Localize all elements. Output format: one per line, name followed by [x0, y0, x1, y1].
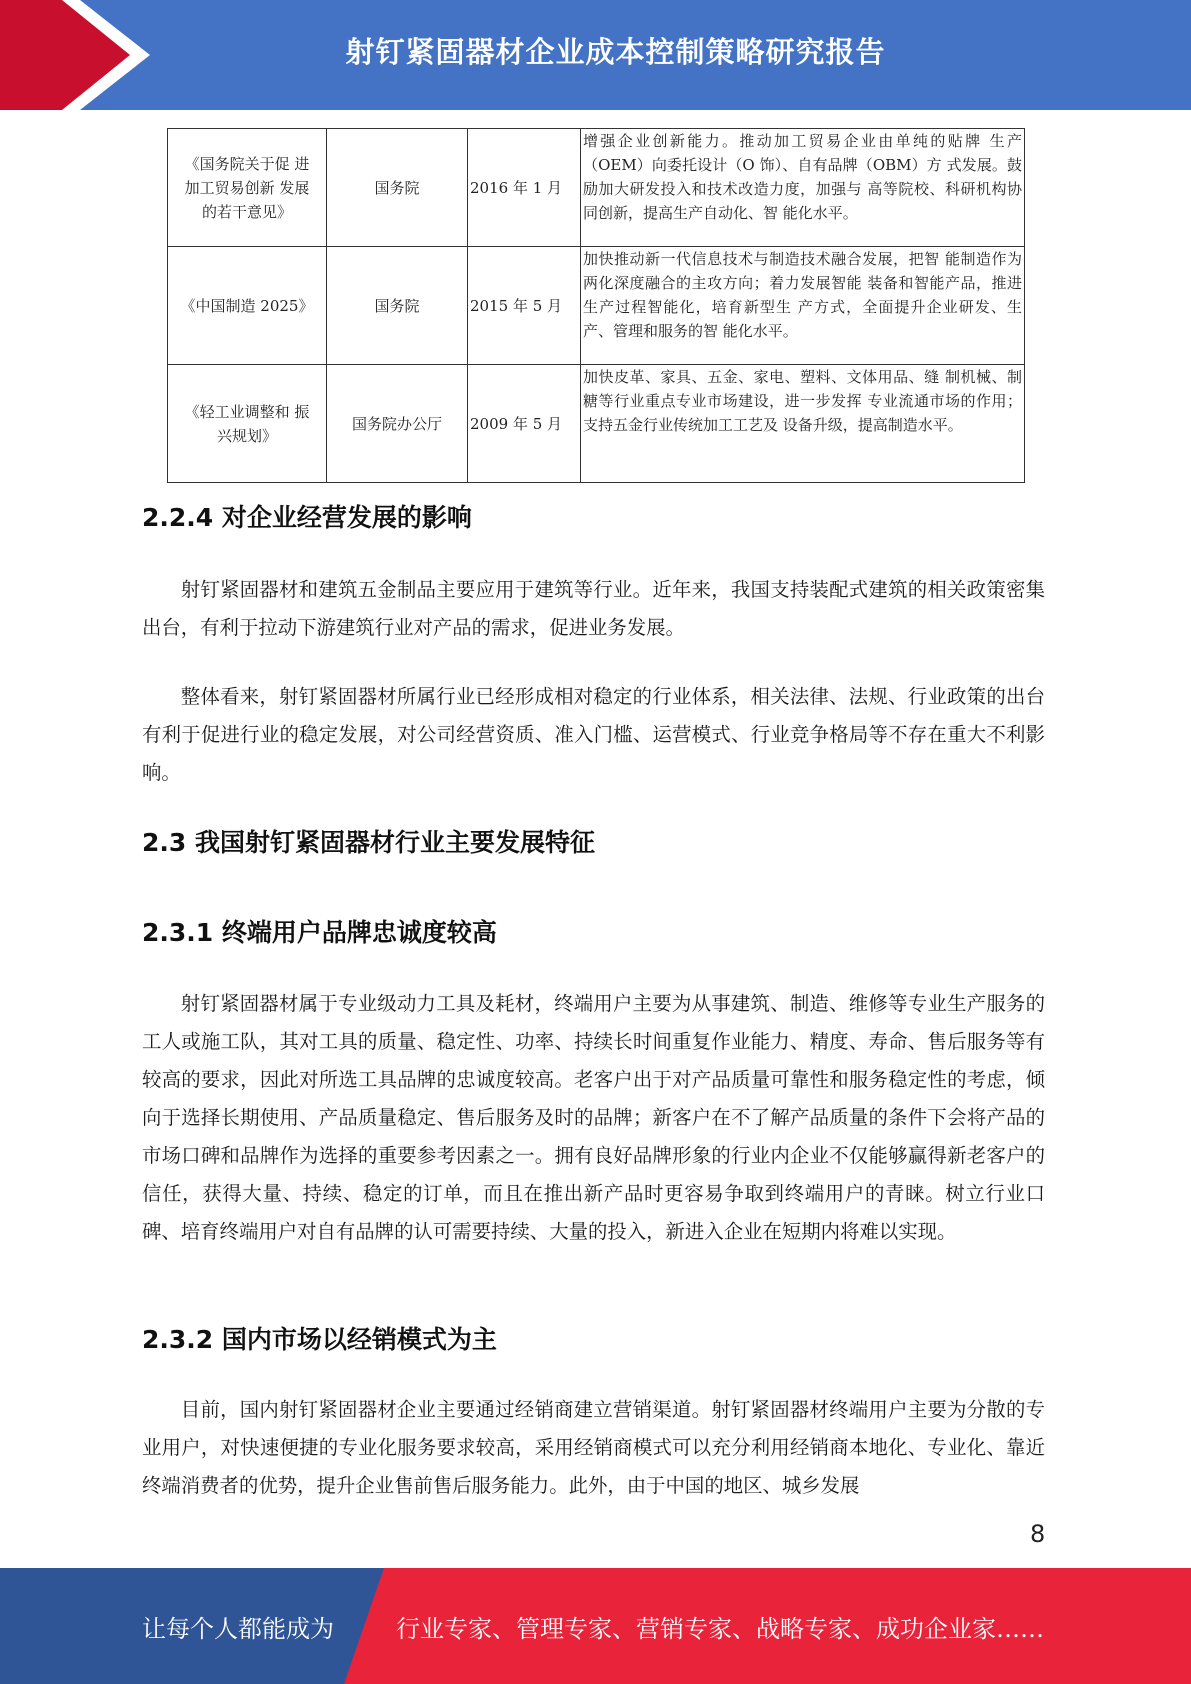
section-heading-2-2-4: 2.2.4 对企业经营发展的影响	[142, 503, 472, 532]
page-header	[0, 0, 1191, 110]
issue-date-cell: 2009 年 5 月	[468, 365, 581, 483]
policy-table	[167, 128, 1025, 483]
paragraph: 目前，国内射钉紧固器材企业主要通过经销商建立营销渠道。射钉紧固器材终端用户主要为分散的专业用户，对快速便捷的专业化服务要求较高，采用经销商模式可以充分利用经销商本地化、专业化、靠近终端消费者的优势，提升企业售前售后服务能力。此外，由于中国的地区、城乡发展	[142, 1398, 1045, 1497]
policy-content-cell: 加快皮革、家具、五金、家电、塑料、文体用品、缝 制机械、制糖等行业重点专业市场建设，进一步发挥 专业流通市场的作用；支持五金行业传统加工工艺及 设备升级，提高制造水平。	[581, 365, 1025, 483]
page-footer	[0, 1568, 1191, 1684]
header-arrow-decoration	[0, 0, 150, 110]
section-heading-2-3-2: 2.3.2 国内市场以经销模式为主	[142, 1325, 497, 1354]
policy-name-cell: 《国务院关于促 进加工贸易创新 发展的若干意见》	[168, 129, 327, 247]
table-row	[168, 247, 1025, 365]
issuing-body-cell: 国务院	[327, 247, 468, 365]
paragraph: 整体看来，射钉紧固器材所属行业已经形成相对稳定的行业体系，相关法律、法规、行业政策的出台有利于促进行业的稳定发展，对公司经营资质、准入门槛、运营模式、行业竞争格局等不存在重大不利影响。	[142, 685, 1045, 784]
paragraph: 射钉紧固器材和建筑五金制品主要应用于建筑等行业。近年来，我国支持装配式建筑的相关政策密集出台，有利于拉动下游建筑行业对产品的需求，促进业务发展。	[142, 578, 1045, 639]
issue-date-cell: 2016 年 1 月	[468, 129, 581, 247]
table-row	[168, 129, 1025, 247]
footer-slogan-right: 行业专家、管理专家、营销专家、战略专家、成功企业家……	[396, 1614, 1044, 1643]
policy-name-cell: 《中国制造 2025》	[168, 247, 327, 365]
section-heading-2-3-1: 2.3.1 终端用户品牌忠诚度较高	[142, 918, 497, 947]
section-heading-2-3: 2.3 我国射钉紧固器材行业主要发展特征	[142, 828, 595, 857]
paragraph: 射钉紧固器材属于专业级动力工具及耗材，终端用户主要为从事建筑、制造、维修等专业生产服务的工人或施工队，其对工具的质量、稳定性、功率、持续长时间重复作业能力、精度、寿命、售后服务等有较高的要求，因此对所选工具品牌的忠诚度较高。老客户出于对产品质量可靠性和服务稳定性的考虑，倾向于选择长期使用、产品质量稳定、售后服务及时的品牌；新客户在不了解产品质量的条件下会将产品的市场口碑和品牌作为选择的重要参考因素之一。拥有良好品牌形象的行业内企业不仅能够赢得新老客户的信任，获得大量、持续、稳定的订单，而且在推出新产品时更容易争取到终端用户的青睐。树立行业口碑、培育终端用户对自有品牌的认可需要持续、大量的投入，新进入企业在短期内将难以实现。	[142, 992, 1045, 1243]
policy-name-cell: 《轻工业调整和 振兴规划》	[168, 365, 327, 483]
table-row	[168, 365, 1025, 483]
issue-date-cell: 2015 年 5 月	[468, 247, 581, 365]
page-number: 8	[1030, 1520, 1046, 1548]
footer-slogan-left: 让每个人都能成为	[142, 1614, 334, 1643]
issuing-body-cell: 国务院办公厅	[327, 365, 468, 483]
report-title: 射钉紧固器材企业成本控制策略研究报告	[345, 34, 886, 69]
issuing-body-cell: 国务院	[327, 129, 468, 247]
policy-content-cell: 增强企业创新能力。推动加工贸易企业由单纯的贴牌 生产（OEM）向委托设计（O 饰）、自有品牌（OBM）方 式发展。鼓励加大研发投入和技术改造力度，加强与 高等院校、科研机构协同创新，提高生产自动化、智 能化水平。	[581, 129, 1025, 247]
policy-content-cell: 加快推动新一代信息技术与制造技术融合发展，把智 能制造作为两化深度融合的主攻方向；着力发展智能 装备和智能产品，推进生产过程智能化，培育新型生 产方式，全面提升企业研发、生产、管理和服务的智 能化水平。	[581, 247, 1025, 365]
